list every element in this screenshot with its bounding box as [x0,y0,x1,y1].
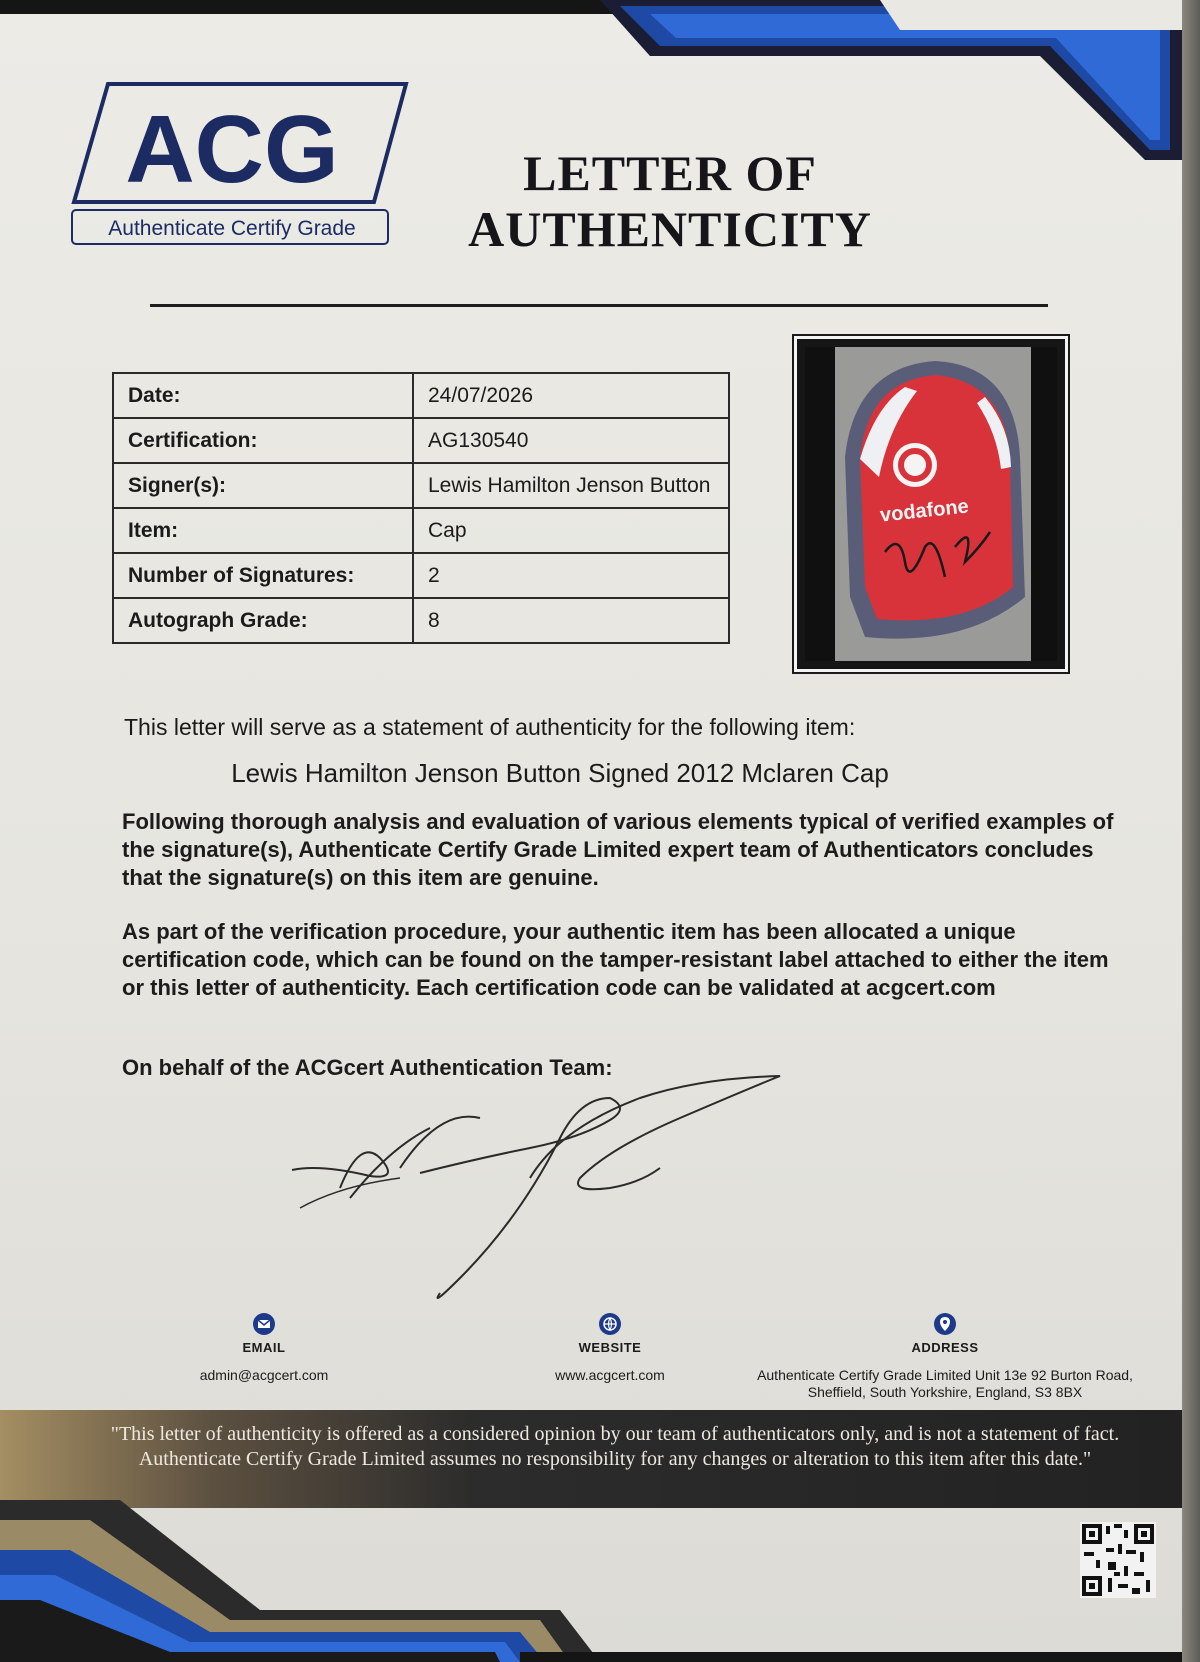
contact-address [740,1312,1150,1401]
details-value: AG130540 [413,418,729,463]
details-label: Signer(s): [113,463,413,508]
authenticator-signature [280,1068,840,1308]
qr-code[interactable] [1080,1522,1156,1598]
details-label: Certification: [113,418,413,463]
cap-brand-text: vodafone [879,495,970,527]
item-photo [794,336,1068,672]
contact-website-value[interactable]: www.acgcert.com [555,1367,665,1383]
details-label: Item: [113,508,413,553]
details-label: Number of Signatures: [113,553,413,598]
item-title: Lewis Hamilton Jenson Button Signed 2012 Mclaren Cap [231,758,889,788]
details-value: 2 [413,553,729,598]
statement-text: This letter will serve as a statement of authenticity for the following item: [124,714,856,740]
title-divider [150,304,1048,307]
behalf-line: On behalf of the ACGcert Authentication Team: [122,1055,613,1080]
contact-email-value[interactable]: admin@acgcert.com [199,1367,329,1383]
location-pin-icon [933,1312,957,1336]
details-value: 24/07/2026 [413,373,729,418]
details-row [113,463,729,508]
contact-email-label: EMAIL [242,1340,286,1355]
verification-paragraph: As part of the verification procedure, your authentic item has been allocated a unique certification code, which can be found on the tamper-resistant label attached to either the item or this letter of authenticity. Each certification code can be validated at acgcert.com [122,919,1109,1000]
address-line-2: Sheffield, South Yorkshire, England, S3 8BX [807,1384,1083,1400]
details-row [113,418,729,463]
title-line-2: AUTHENTICITY [468,201,872,257]
details-row [113,508,729,553]
table-surface [1182,0,1200,1662]
disclaimer-text: "This letter of authenticity is offered as a considered opinion by our team of authenticators only, and is not a statement of fact. Authenticate Certify Grade Limited assumes no responsibility for any changes or alteration to this item after this date." [110,1423,1120,1470]
logo-tagline: Authenticate Certify Grade [108,217,356,240]
contact-address-value [740,1367,1150,1401]
details-row [113,553,729,598]
contact-address-label: ADDRESS [911,1340,979,1355]
contact-website [530,1312,690,1384]
details-value: 8 [413,598,729,643]
globe-icon [598,1312,622,1336]
details-row [113,598,729,643]
page-title [430,145,910,257]
title-line-1: LETTER OF [523,145,817,201]
footer-decoration [0,1500,1182,1662]
analysis-paragraph: Following thorough analysis and evaluation of various elements typical of verified examples of the signature(s), Authenticate Certify Grade Limited expert team of Authenticators concludes that the signature(s) on this item are genuine. [122,809,1114,890]
contact-website-label: WEBSITE [578,1340,642,1355]
certificate-details-table [112,372,730,644]
details-label: Autograph Grade: [113,598,413,643]
logo-wordmark: ACG [125,96,339,203]
details-label: Date: [113,373,413,418]
email-icon [252,1312,276,1336]
details-value: Cap [413,508,729,553]
details-row [113,373,729,418]
address-line-1: Authenticate Certify Grade Limited Unit 13e 92 Burton Road, [757,1367,1133,1383]
contact-email [184,1312,344,1384]
details-value: Lewis Hamilton Jenson Button [413,463,729,508]
signed-cap-image [805,347,1057,661]
